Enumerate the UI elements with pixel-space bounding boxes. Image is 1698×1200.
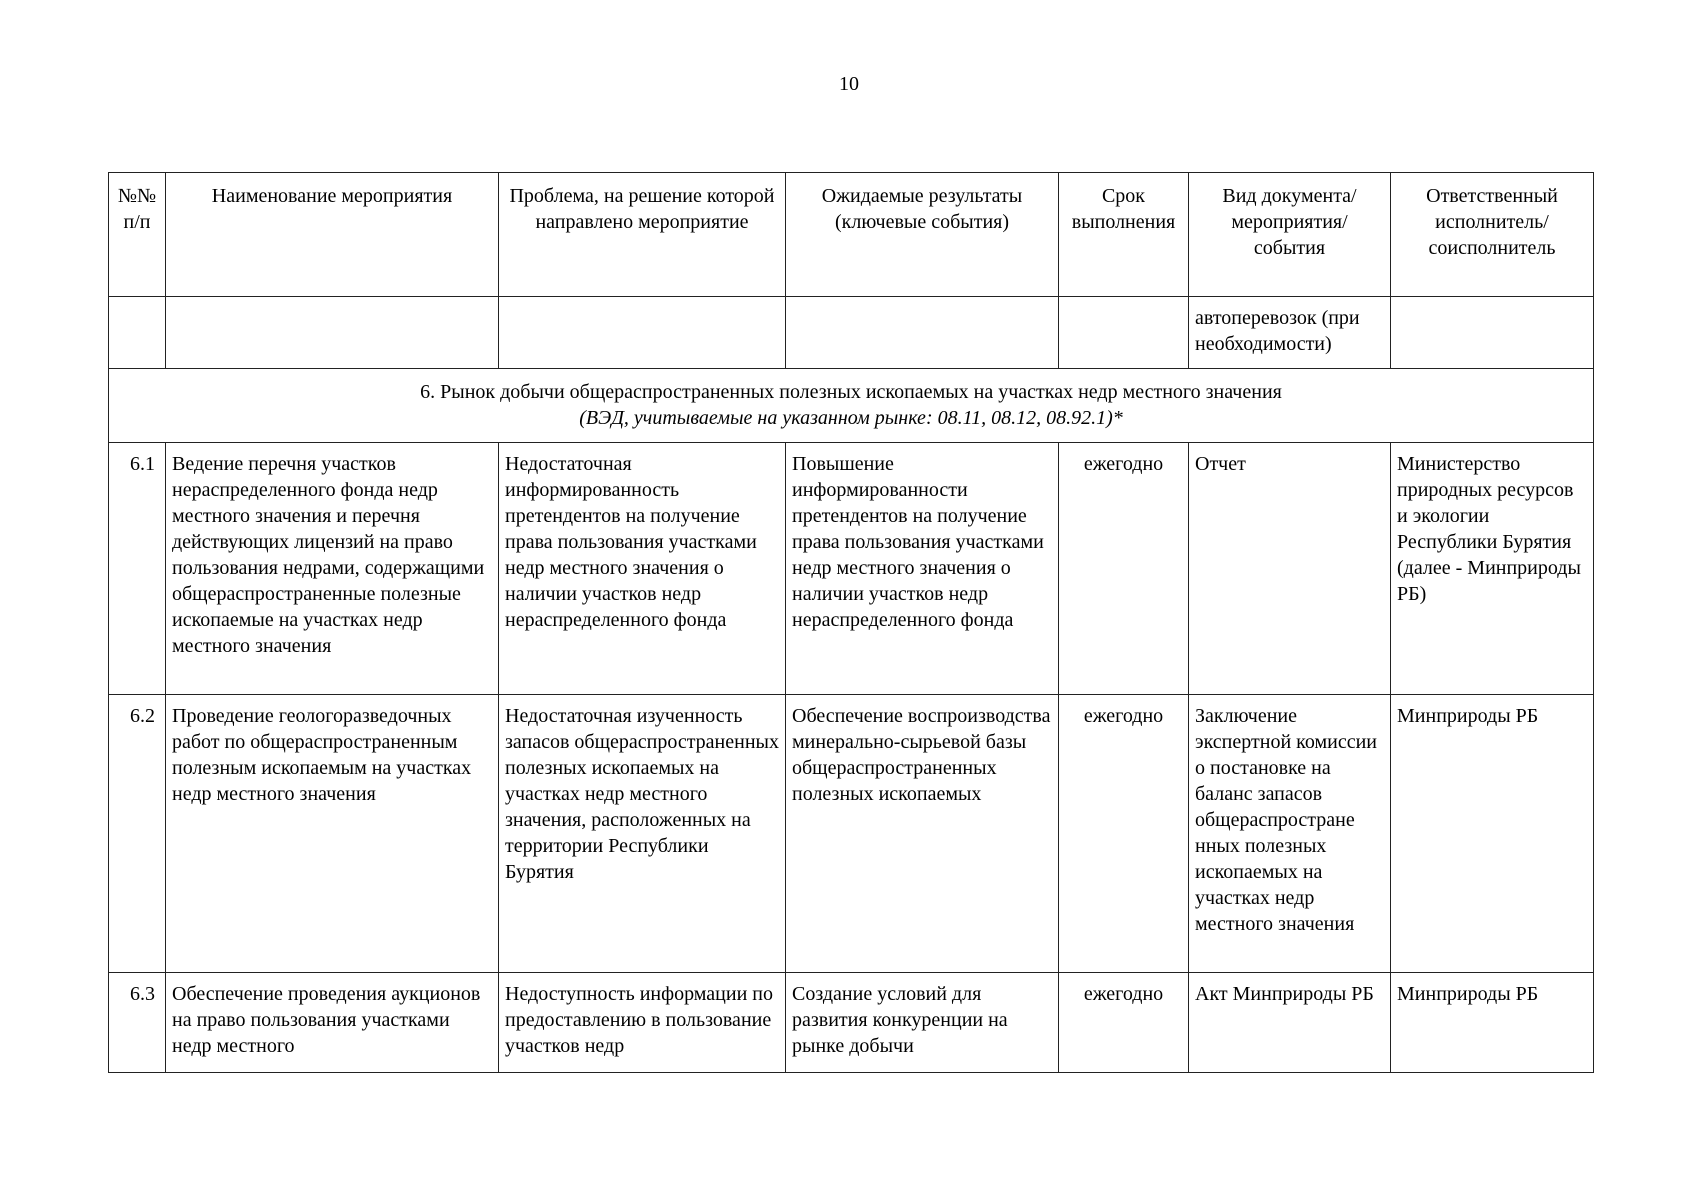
cell-responsible: Минприроды РБ [1391, 973, 1594, 1073]
header-term: Срок выполнения [1059, 173, 1189, 297]
cell-document-type: автоперевозок (при необходимости) [1189, 297, 1391, 369]
cell-expected-results: Создание условий для развития конкуренции на рынке добычи [786, 973, 1059, 1073]
header-responsible: Ответственный исполнитель/ соисполнитель [1391, 173, 1594, 297]
section-title: 6. Рынок добычи общераспространенных полезных ископаемых на участках недр местного значения [420, 381, 1282, 403]
cell-document-type: Отчет [1189, 443, 1391, 695]
cell-measure-name: Ведение перечня участков нераспределенного фонда недр местного значения и перечня действующих лицензий на право пользования недрами, содержащими общераспространенные полезные ископаемые на участках недр местного значения [166, 443, 499, 695]
table-row [109, 973, 1594, 1073]
cell-empty [499, 297, 786, 369]
table-row [109, 443, 1594, 695]
section-subtitle: (ВЭД, учитываемые на указанном рынке: 08.11, 08.12, 08.92.1)* [579, 407, 1123, 429]
cell-measure-name: Проведение геологоразведочных работ по общераспространенным полезным ископаемым на участках недр местного значения [166, 695, 499, 973]
cell-problem: Недостаточная изученность запасов общераспространенных полезных ископаемых на участках недр местного значения, расположенных на территории Республики Бурятия [499, 695, 786, 973]
cell-responsible: Министерство природных ресурсов и экологии Республики Бурятия (далее - Минприроды РБ) [1391, 443, 1594, 695]
cell-expected-results: Повышение информированности претендентов на получение права пользования участками недр местного значения о наличии участков недр нераспределенного фонда [786, 443, 1059, 695]
header-document-type: Вид документа/ мероприятия/ события [1189, 173, 1391, 297]
cell-number: 6.1 [109, 443, 166, 695]
cell-empty [1059, 297, 1189, 369]
cell-empty [1391, 297, 1594, 369]
section-heading [109, 369, 1594, 443]
cell-term: ежегодно [1059, 443, 1189, 695]
cell-measure-name: Обеспечение проведения аукционов на право пользования участками недр местного [166, 973, 499, 1073]
header-number: №№ п/п [109, 173, 166, 297]
header-expected-results: Ожидаемые результаты (ключевые события) [786, 173, 1059, 297]
cell-document-type: Акт Минприроды РБ [1189, 973, 1391, 1073]
cell-empty [166, 297, 499, 369]
cell-term: ежегодно [1059, 973, 1189, 1073]
cell-number: 6.2 [109, 695, 166, 973]
cell-empty [786, 297, 1059, 369]
page-number: 10 [839, 73, 859, 95]
cell-number: 6.3 [109, 973, 166, 1073]
table-header-row [109, 173, 1594, 297]
cell-document-type: Заключение экспертной комиссии о постановке на баланс запасов общераспростране нных полезных ископаемых на участках недр местного значения [1189, 695, 1391, 973]
header-problem: Проблема, на решение которой направлено мероприятие [499, 173, 786, 297]
section-row [109, 369, 1594, 443]
table-row [109, 695, 1594, 973]
measures-table [108, 172, 1594, 1073]
continuation-row [109, 297, 1594, 369]
cell-responsible: Минприроды РБ [1391, 695, 1594, 973]
cell-empty [109, 297, 166, 369]
cell-problem: Недоступность информации по предоставлению в пользование участков недр [499, 973, 786, 1073]
cell-expected-results: Обеспечение воспроизводства минерально-сырьевой базы общераспространенных полезных ископаемых [786, 695, 1059, 973]
cell-problem: Недостаточная информированность претендентов на получение права пользования участками недр местного значения о наличии участков недр нераспределенного фонда [499, 443, 786, 695]
header-measure-name: Наименование мероприятия [166, 173, 499, 297]
cell-term: ежегодно [1059, 695, 1189, 973]
